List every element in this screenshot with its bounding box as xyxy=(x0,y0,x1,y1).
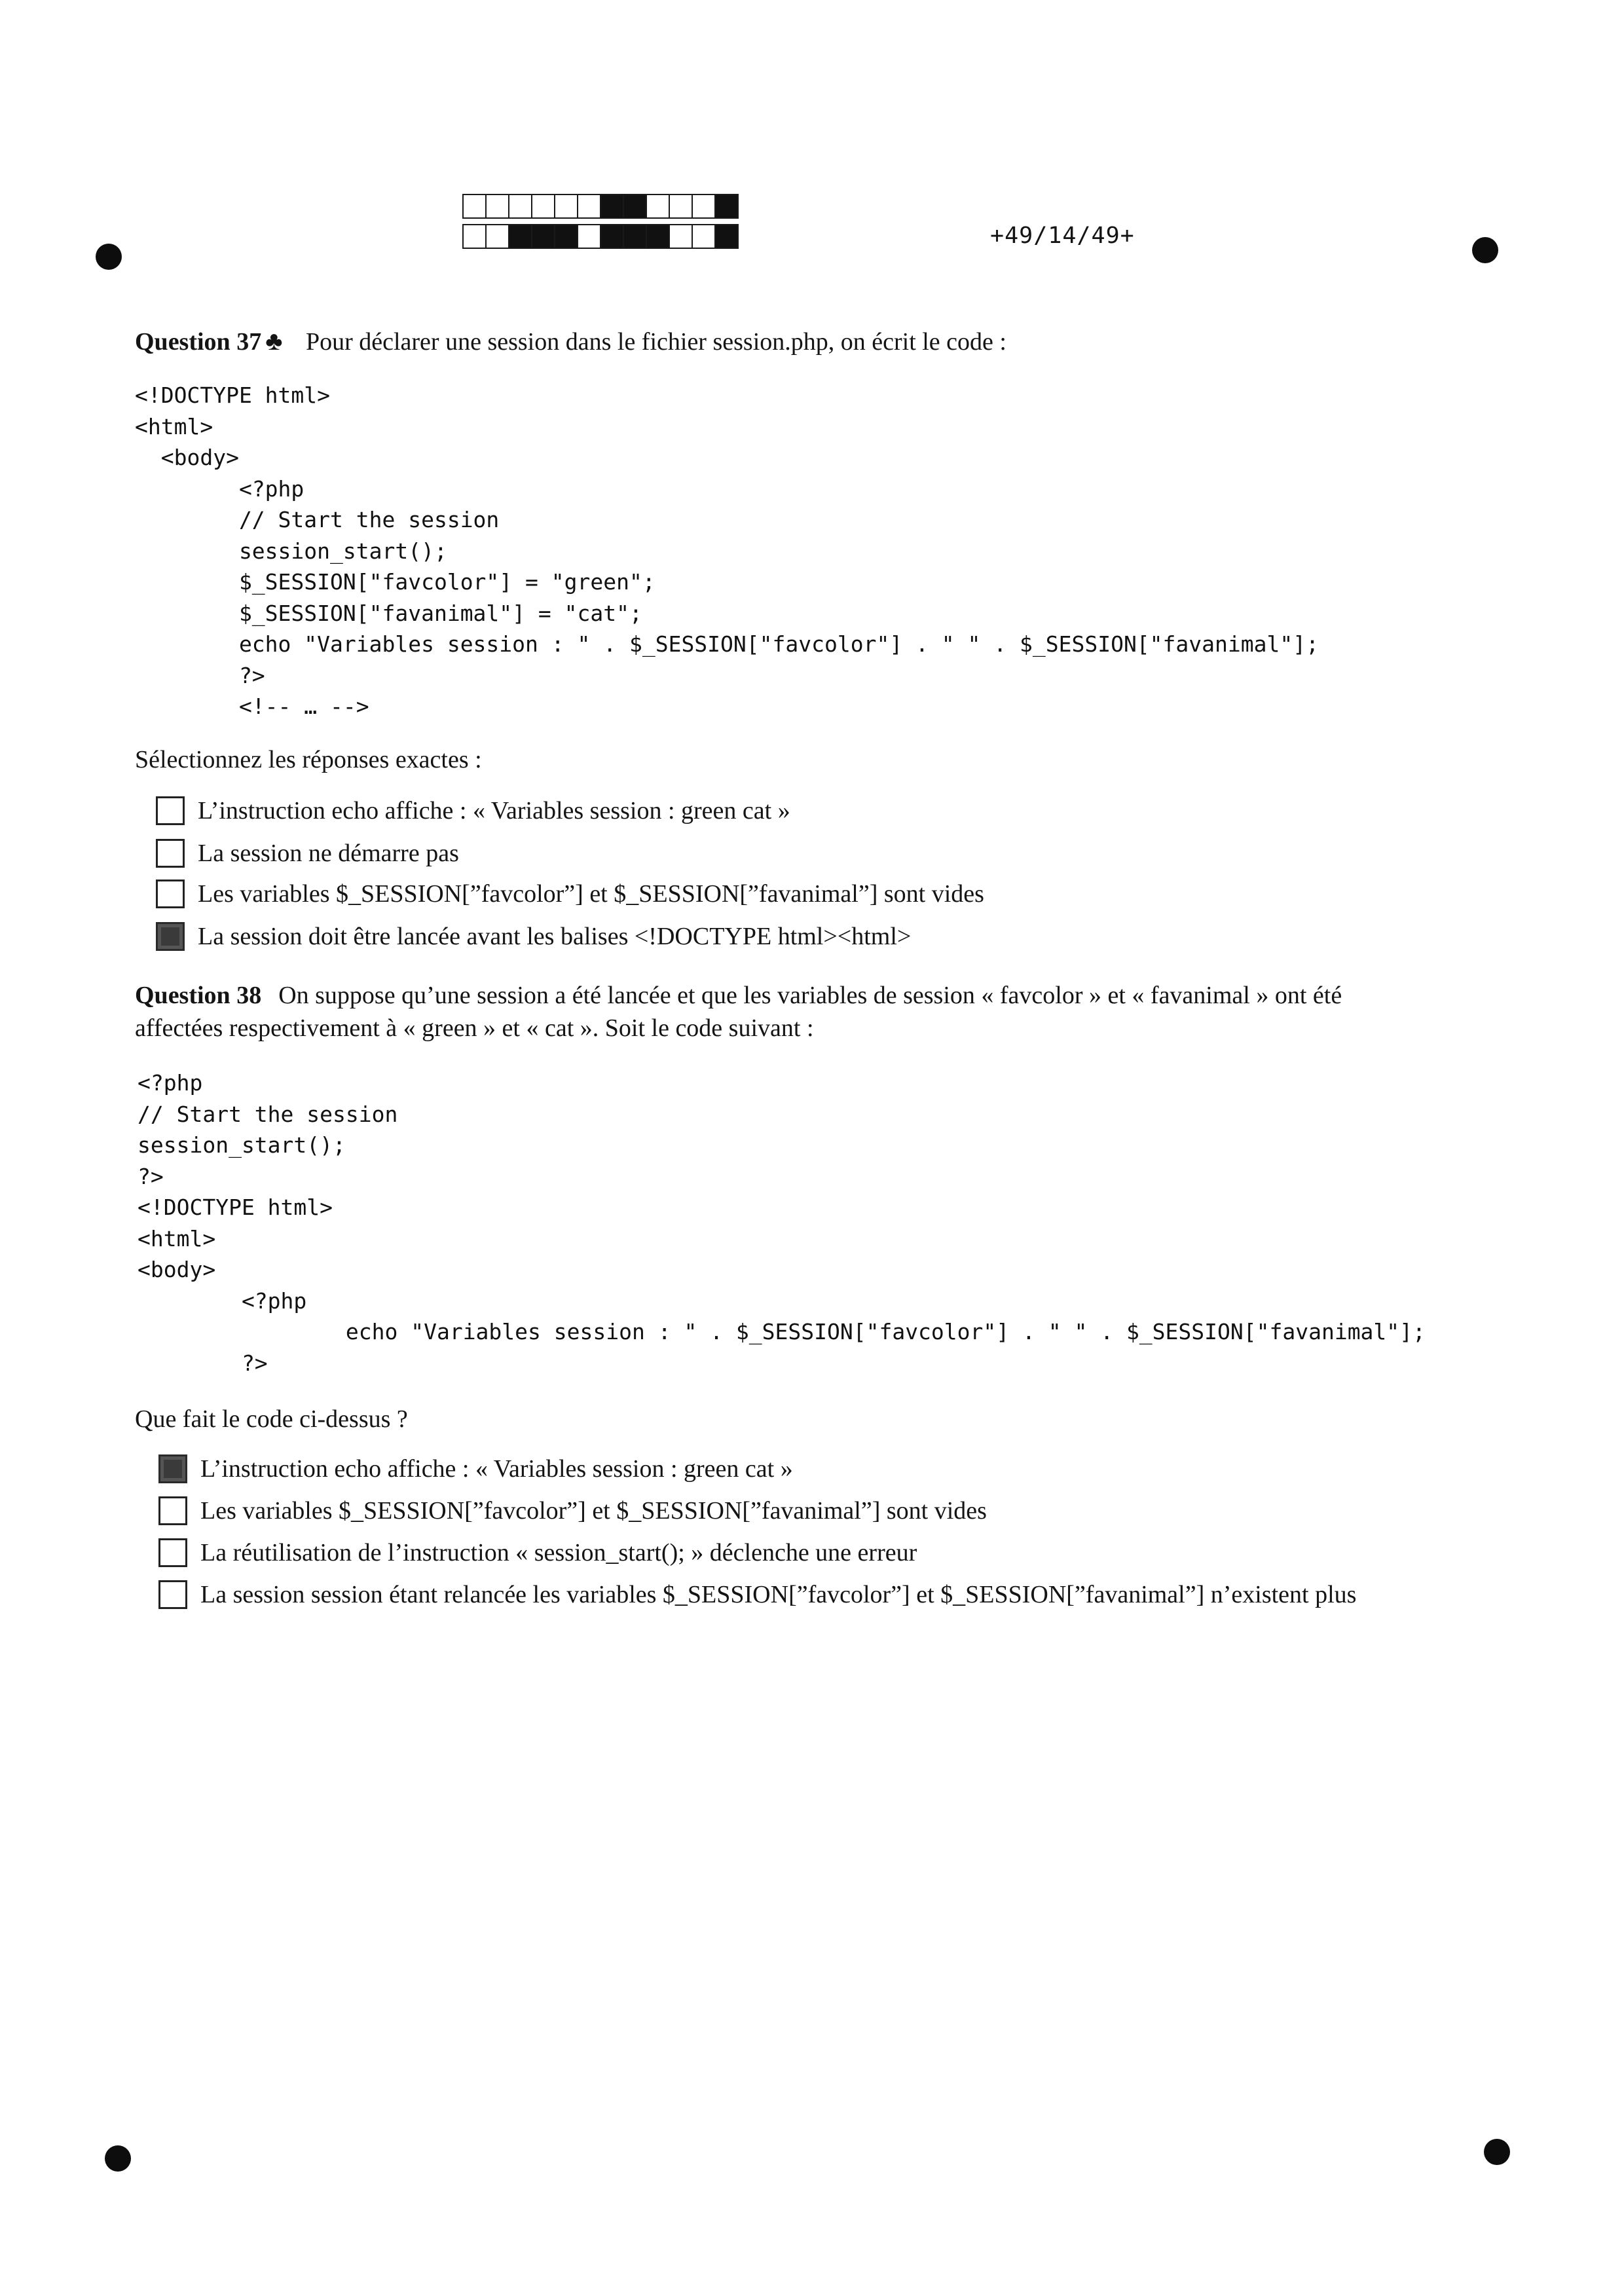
checkbox[interactable] xyxy=(156,796,185,825)
id-grid-cell xyxy=(577,224,601,249)
question-38-text-line-1: On suppose qu’une session a été lancée et que les variables de session « favcolor » et « favanimal » ont été xyxy=(278,982,1342,1009)
q38-choice-1[interactable] xyxy=(158,1453,793,1485)
id-grid-cell xyxy=(508,224,532,249)
page-id: +49/14/49+ xyxy=(990,223,1135,249)
q37-choice-4[interactable] xyxy=(156,920,911,953)
question-38-label: Question 38 xyxy=(135,982,262,1009)
id-grid-cell xyxy=(623,224,647,249)
id-grid-cell xyxy=(692,194,716,219)
choice-label: La session session étant relancée les variables $_SESSION[”favcolor”] et $_SESSION[”favanimal”] n’existent plus xyxy=(200,1581,1357,1608)
choice-label: L’instruction echo affiche : « Variables session : green cat » xyxy=(198,797,790,824)
question-37-text: Pour déclarer une session dans le fichier session.php, on écrit le code : xyxy=(305,328,1006,356)
registration-mark-bottom-left xyxy=(105,2145,131,2172)
registration-mark-top-right xyxy=(1472,237,1498,263)
id-grid-cell xyxy=(669,224,693,249)
q38-choice-3[interactable] xyxy=(158,1536,917,1569)
id-grid-cell xyxy=(714,194,739,219)
id-grid-cell xyxy=(692,224,716,249)
id-grid-cell xyxy=(554,224,578,249)
id-grid-cell xyxy=(462,224,487,249)
id-grid-cell xyxy=(600,194,624,219)
id-grid-cell xyxy=(531,224,555,249)
checkbox[interactable] xyxy=(158,1538,187,1567)
id-grid-cell xyxy=(623,194,647,219)
checkbox[interactable] xyxy=(158,1496,187,1525)
id-grid-cell xyxy=(508,194,532,219)
choice-label: L’instruction echo affiche : « Variables session : green cat » xyxy=(200,1455,793,1483)
id-grid-cell xyxy=(646,224,670,249)
q37-choice-3[interactable] xyxy=(156,878,984,910)
id-grid-cell xyxy=(669,194,693,219)
registration-mark-bottom-right xyxy=(1484,2139,1510,2165)
choice-label: Les variables $_SESSION[”favcolor”] et $_SESSION[”favanimal”] sont vides xyxy=(198,880,984,908)
choice-label: Les variables $_SESSION[”favcolor”] et $_SESSION[”favanimal”] sont vides xyxy=(200,1497,987,1525)
question-38-header xyxy=(135,979,1484,1045)
id-grid-cell xyxy=(485,194,509,219)
q38-choice-4[interactable] xyxy=(158,1578,1356,1611)
checkbox[interactable] xyxy=(156,880,185,908)
checkbox[interactable] xyxy=(158,1454,187,1483)
question-38-text-line-2: affectées respectivement à « green » et « cat ». Soit le code suivant : xyxy=(135,1014,814,1042)
question-38-code: <?php // Start the session session_start(); ?> <!DOCTYPE html> <html> <body> <?php echo "Variables session : " . $_SESSION["favcolor"] . " " . $_SESSION["favanimal"]; ?> xyxy=(138,1070,1426,1376)
registration-mark-top-left xyxy=(96,244,122,270)
choice-label: La session ne démarre pas xyxy=(198,840,459,867)
id-grid-cell xyxy=(531,194,555,219)
id-grid-cell xyxy=(485,224,509,249)
question-38-prompt: Que fait le code ci-dessus ? xyxy=(135,1405,408,1433)
id-grid-cell xyxy=(462,194,487,219)
checkbox[interactable] xyxy=(158,1580,187,1609)
choice-label: La session doit être lancée avant les balises <!DOCTYPE html><html> xyxy=(198,923,912,950)
question-37-prompt: Sélectionnez les réponses exactes : xyxy=(135,746,482,773)
id-grid-cell xyxy=(714,224,739,249)
choice-label: La réutilisation de l’instruction « session_start(); » déclenche une erreur xyxy=(200,1539,917,1566)
question-37-header xyxy=(135,325,1484,358)
checkbox[interactable] xyxy=(156,839,185,868)
id-grid-row-2 xyxy=(462,224,737,250)
id-grid-row-1 xyxy=(462,194,737,220)
question-37-label: Question 37 ♣ xyxy=(135,326,283,356)
q37-choice-2[interactable] xyxy=(156,837,459,870)
question-37-code: <!DOCTYPE html> <html> <body> <?php // Start the session session_start(); $_SESSION["favcolor"] = "green"; $_SESSION["favanimal"] = "cat"; echo "Variables session : " . $_SESSION["favcolor"] . " " . $_SESSION["favanimal"]; ?> <!-- … --> xyxy=(135,382,1319,719)
id-grid-cell xyxy=(646,194,670,219)
id-grid-cell xyxy=(600,224,624,249)
id-grid-cell xyxy=(554,194,578,219)
club-icon: ♣ xyxy=(265,326,283,356)
id-grid-cell xyxy=(577,194,601,219)
q37-choice-1[interactable] xyxy=(156,794,790,827)
q38-choice-2[interactable] xyxy=(158,1494,987,1527)
checkbox[interactable] xyxy=(156,922,185,951)
